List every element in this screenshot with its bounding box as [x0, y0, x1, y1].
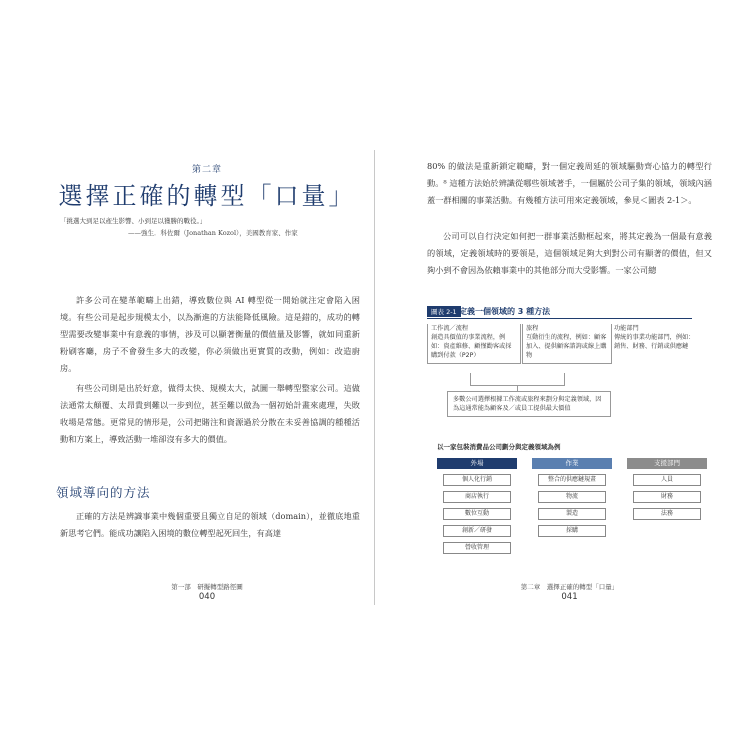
method-column	[614, 324, 696, 351]
example-item: 製造	[538, 508, 606, 520]
example-item: 整合的供應鏈規畫	[538, 474, 606, 486]
example-item: 法務	[633, 508, 701, 520]
body-paragraph-1: 許多公司在變革範疇上出錯，導致數位與 AI 轉型從一開始就注定會陷入困境。有些公司是起步規模太小，以為漸進的方法能降低風險。這是錯的，成功的轉型需要改變事業中有意義的事情，涉及可以顯著衡量的價值量及影響，就如同重新粉刷客廳，房子不會發生多大的改變，你必須做出更實質的改動，例如：改造廚房。	[60, 295, 360, 373]
chapter-title: 選擇正確的轉型「口量」	[58, 182, 356, 210]
epigraph-attribution: ——強生．科佐爾（Jonathan Kozol），美國教育家、作家	[128, 229, 298, 237]
example-item: 個人化行銷	[443, 474, 511, 486]
method-description: 互動衍生的流程，例如：顧客加入、提供顧客諮詢或線上購物	[526, 334, 607, 359]
method-title: 工作流／流程	[431, 325, 469, 332]
example-item: 採購	[538, 525, 606, 537]
method-column	[522, 324, 612, 364]
connector-line	[564, 373, 565, 385]
example-title: 以一家包裝消費品公司劃分與定義領域為例	[437, 443, 561, 451]
page-number: 041	[561, 592, 578, 602]
example-column-head: 作業	[532, 458, 612, 469]
footer-part-label: 第一部 研擬轉型路徑圖	[171, 583, 243, 591]
method-column	[427, 324, 521, 364]
book-spine	[374, 150, 375, 605]
body-paragraph-1: 80% 的做法是重新鎖定範疇，對一個定義周延的領域驅動齊心協力的轉型行動。⁸ 這種方法始於辨識從哪些領域著手，一個屬於公司子集的領域，領域內涵蓋一群相關的事業活動。有幾種方法可用來定義領域，參見＜圖表 2-1＞。	[427, 161, 712, 205]
figure-title: 定義一個領域的 3 種方法	[459, 307, 551, 316]
left-page	[48, 128, 366, 608]
method-title: 旅程	[526, 325, 539, 332]
right-page	[392, 128, 712, 608]
method-description: 創造具價值的事業流程，例如：資產維修、顧慬勸客或採購到付款（P2P）	[431, 334, 512, 359]
example-item: 人員	[633, 474, 701, 486]
figure-header	[427, 306, 692, 319]
body-paragraph-3: 正確的方法是辨識事業中幾個重要且獨立自足的領域（domain），並徹底地重新思考它們。能成功讓陷入困境的數位轉型起死回生，有高達	[60, 511, 360, 538]
example-item: 物流	[538, 491, 606, 503]
page-number: 040	[198, 592, 216, 602]
figure-note: 多數公司選擇根據工作流或旅程來劃分與定義領域，因為這通常能為顧客及／或員工提供最大價值	[447, 391, 611, 417]
section-heading: 領域導向的方法	[56, 485, 151, 500]
method-title: 功能部門	[614, 325, 639, 332]
method-description: 傳統的事業功能部門，例如：銷售、財務、行銷或供應鏈	[614, 334, 695, 350]
chapter-number: 第二章	[191, 165, 222, 175]
connector-line	[470, 373, 471, 385]
example-item: 營收管理	[443, 542, 511, 554]
body-paragraph-2: 有些公司則是出於好意，做得太快、規模太大，試圖一舉轉型整家公司。這做法通常太顛覆、太昂貴到難以一步到位，甚至難以做為一個初始計畫來處理，失敗收場是常態。更常見的情形是，公司把賭注和資源過於分散在未妥善協調的種種活動和方案上，導致活動一堆卻沒有多大的價值。	[60, 383, 360, 444]
example-column-head: 外場	[437, 458, 517, 469]
footer-chapter-label: 第二章 選擇正確的轉型「口量」	[520, 583, 619, 591]
example-item: 財務	[633, 491, 701, 503]
example-column-head: 支援部門	[627, 458, 707, 469]
body-paragraph-2: 公司可以自行決定如何把一群事業活動框起來，將其定義為一個最有意義的領域，定義領域時的要領是，這個領域足夠大到對公司有顯著的價值，但又夠小到不會因為依賴事業中的其他部分而大受影響。一家公司總	[427, 231, 712, 275]
example-item: 創新／研發	[443, 525, 511, 537]
epigraph-quote: 「挑選大到足以產生影響、小到足以獲勝的戰役。」	[60, 217, 207, 225]
figure-badge: 圖表 2-1	[427, 306, 461, 317]
example-item: 商店執行	[443, 491, 511, 503]
example-item: 數位互動	[443, 508, 511, 520]
